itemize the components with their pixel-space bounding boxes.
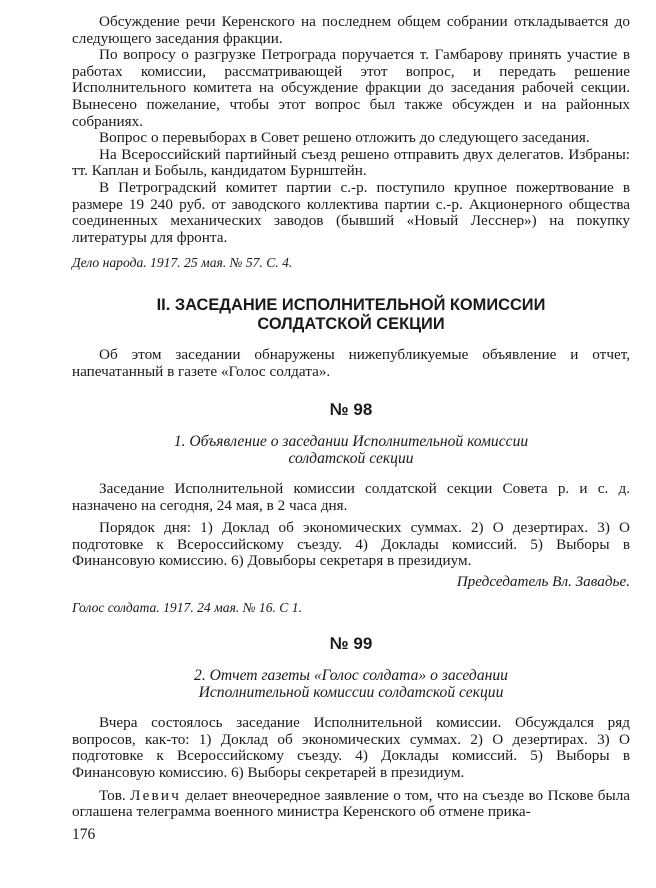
page-content [72,14,630,821]
paragraph: Вопрос о перевыборах в Совет решено отложить до следующего заседания. [99,129,590,147]
section-title-line: II. ЗАСЕДАНИЕ ИСПОЛНИТЕЛЬНОЙ КОМИССИИ [156,295,546,314]
document-number: № 99 [329,634,373,654]
document-title-line: 2. Отчет газеты «Голос солдата» о заседании [194,667,508,685]
paragraph: В Петроградский комитет партии с.-р. поступило крупное пожертвование в размере 19 240 руб. от заводского коллектива партии с.-р. Акционерного общества соединенных механических заводов (бывший «Новый Лесснер») на покупку литературы для фронта. [72,178,630,246]
spaced-name: Левич [130,786,182,804]
paragraph: Заседание Исполнительной комиссии солдатской секции Совета р. и с. д. назначено на сегодня, 24 мая, в 2 часа дня. [72,480,630,514]
section-intro: Об этом заседании обнаружены нижепубликуемые объявление и отчет, напечатанный в газете «Голос солдата». [72,345,630,380]
document-title-line: 1. Объявление о заседании Исполнительной комиссии [173,433,529,451]
paragraph: Обсуждение речи Керенского на последнем общем собрании откладывается до следующего заседания фракции. [72,13,630,47]
section-title-line: СОЛДАТСКОЙ СЕКЦИИ [257,314,445,333]
document-title [72,433,630,467]
paragraph: На Всероссийский партийный съезд решено отправить двух делегатов. Избраны: тт. Каплан и Бобыль, кандидатом Бурнштейн. [72,145,630,180]
document-number: № 98 [329,400,373,420]
document-title-line: солдатской секции [288,450,414,468]
signature: Председатель Вл. Завадье. [456,573,630,591]
paragraph-prefix: Тов. [99,786,126,804]
paragraph: По вопросу о разгрузке Петрограда поручается т. Гамбарову принять участие в работах комиссии, рассматривающей этот вопрос, и передать решение Исполнительного комитета на обсуждение фракции до заседания рабочей секции. Вынесено пожелание, чтобы этот вопрос был также обсужден и на районных собраниях. [72,46,630,130]
page-number: 176 [72,826,96,843]
document-title [72,667,630,701]
paragraph [72,788,630,821]
source-citation: Дело народа. 1917. 25 мая. № 57. С. 4. [72,255,293,271]
paragraph-text: делает внеочередное заявление о том, что на съезде во Пскове была оглашена телеграмма военного министра Керенского об отмене прика- [72,786,631,821]
document-title-line: Исполнительной комиссии солдатской секции [198,684,504,702]
section-title [72,296,630,334]
paragraph: Вчера состоялось заседание Исполнительной комиссии. Обсуждался ряд вопросов, как-то: 1) Доклад об экономических суммах. 2) О дезертирах. 3) О подготовке к Всероссийскому съезду. 4) Доклады комиссий. 5) Выборы в Финансовую комиссию. 6) Выборы секретарей в президиум. [72,714,630,782]
source-citation: Голос солдата. 1917. 24 мая. № 16. С 1. [72,599,302,615]
paragraph: Порядок дня: 1) Доклад об экономических суммах. 2) О дезертирах. 3) О подготовке к Всероссийскому съезду. 4) Доклады комиссий. 5) Выборы в Финансовую комиссию. 6) Довыборы секретаря в президиум. [72,519,630,570]
